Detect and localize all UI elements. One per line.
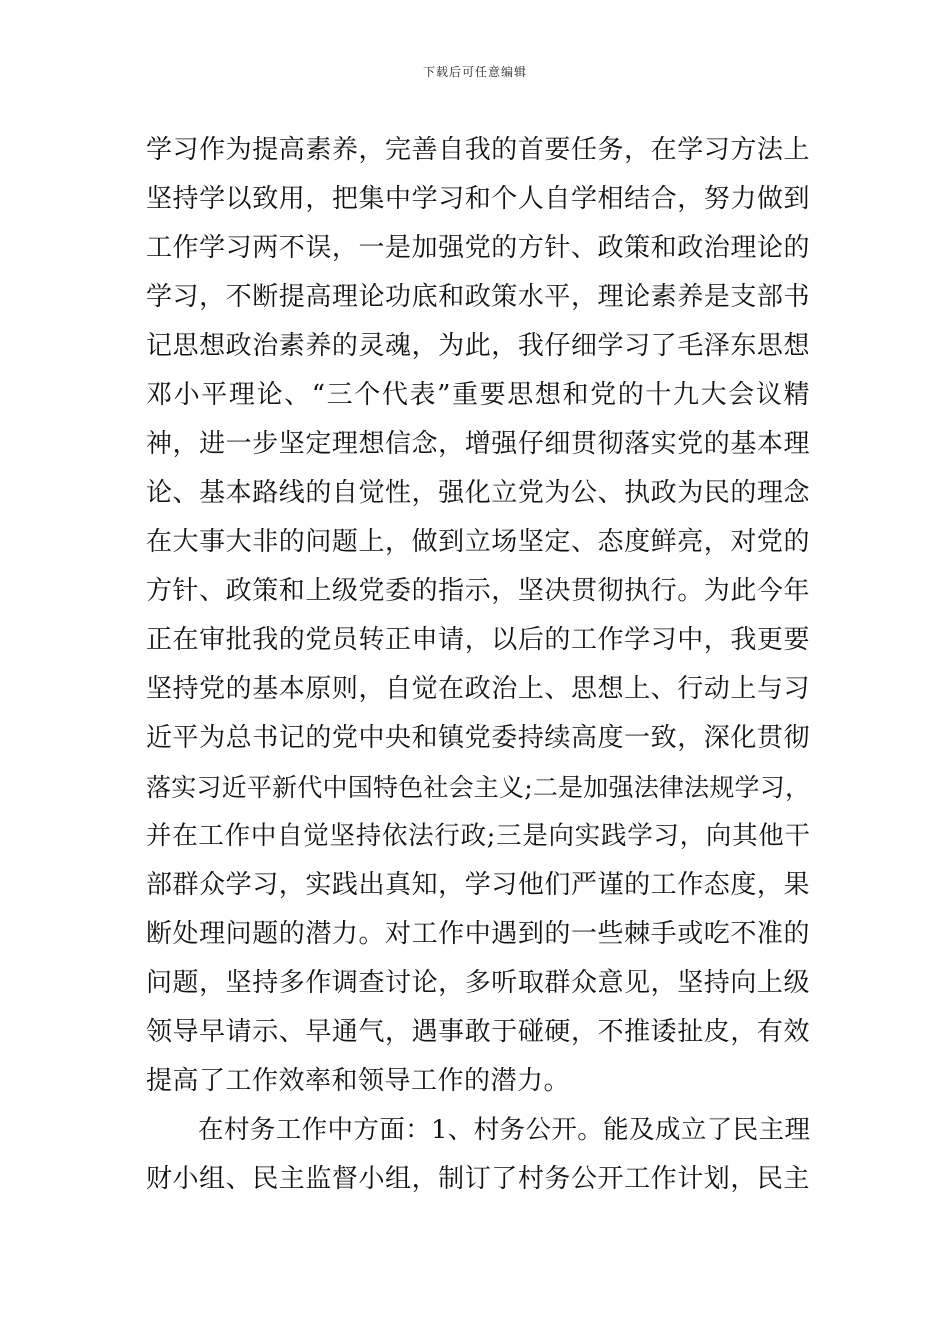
paragraph-1	[146, 126, 810, 1106]
text-line: 坚持党的基本原则，自觉在政治上、思想上、行动上与习	[146, 674, 810, 704]
text-line: 落实习近平新代中国特色社会主义;二是加强法律法规学习，	[146, 773, 810, 802]
page-header: 下载后可任意编辑	[422, 65, 527, 79]
text-line: 提高了工作效率和领导工作的潜力。	[146, 1066, 571, 1096]
text-line: 学习作为提高素养，完善自我的首要任务，在学习方法上	[146, 135, 810, 165]
text-line: 断处理问题的潜力。对工作中遇到的一些棘手或吃不准的	[146, 919, 810, 949]
text-line: 在大事大非的问题上，做到立场坚定、态度鲜亮，对党的	[146, 527, 810, 557]
text-line: 记思想政治素养的灵魂，为此，我仔细学习了毛泽东思想	[146, 331, 810, 361]
text-line: 正在审批我的党员转正申请，以后的工作学习中，我更要	[146, 625, 810, 655]
text-line: 财小组、民主监督小组，制订了村务公开工作计划，民主	[146, 1164, 810, 1194]
text-line: 并在工作中自觉坚持依法行政;三是向实践学习，向其他干	[146, 821, 810, 851]
text-line: 工作学习两不误，一是加强党的方针、政策和政治理论的	[146, 233, 810, 263]
text-line: 坚持学以致用，把集中学习和个人自学相结合，努力做到	[146, 184, 810, 214]
text-line: 问题，坚持多作调查讨论，多听取群众意见，坚持向上级	[146, 968, 810, 998]
text-line: 方针、政策和上级党委的指示，坚决贯彻执行。为此今年	[146, 576, 810, 606]
text-line: 学习，不断提高理论功底和政策水平，理论素养是支部书	[146, 282, 810, 312]
text-line: 在村务工作中方面：1、村务公开。能及成立了民主理	[198, 1115, 810, 1145]
text-line: 领导早请示、早通气，遇事敢于碰硬，不推诿扯皮，有效	[146, 1017, 810, 1047]
paragraph-2	[146, 1106, 810, 1204]
text-line: 部群众学习，实践出真知，学习他们严谨的工作态度，果	[146, 870, 810, 900]
text-line: 神，进一步坚定理想信念，增强仔细贯彻落实党的基本理	[146, 429, 810, 459]
text-line: 邓小平理论、“三个代表”重要思想和党的十九大会议精	[146, 380, 810, 410]
text-line: 近平为总书记的党中央和镇党委持续高度一致，深化贯彻	[146, 723, 810, 753]
document-body	[146, 126, 810, 1204]
text-line: 论、基本路线的自觉性，强化立党为公、执政为民的理念	[146, 478, 810, 508]
